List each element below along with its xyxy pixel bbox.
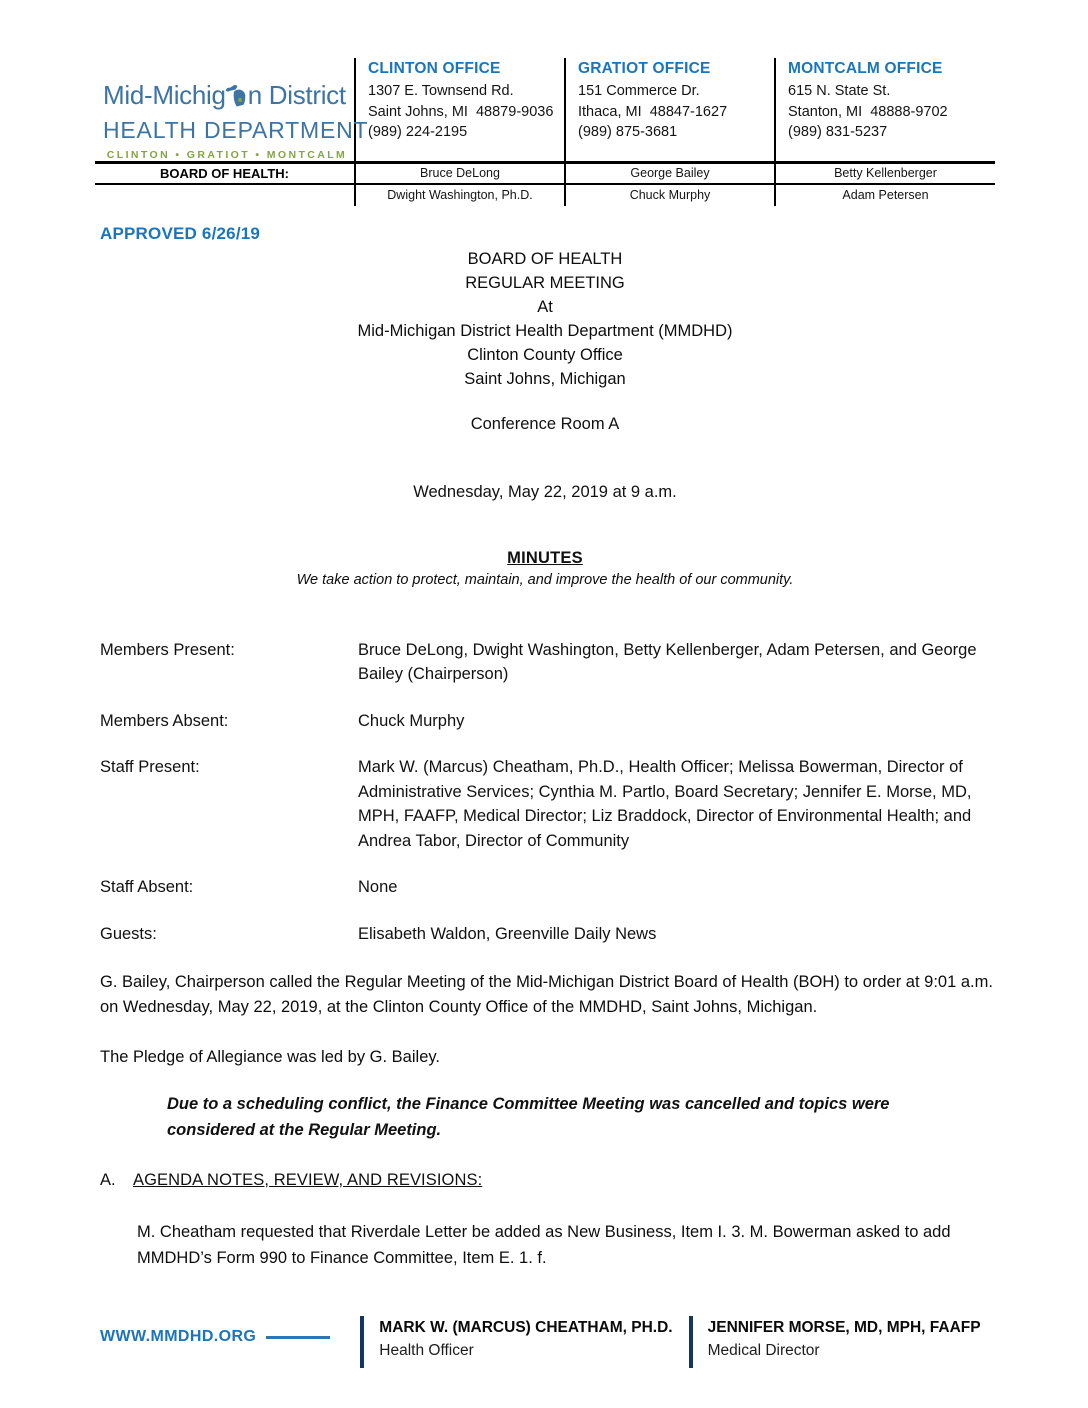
logo-department: HEALTH DEPARTMENT: [103, 117, 369, 143]
officer-medical-director: [689, 1316, 981, 1368]
officer-title: Medical Director: [707, 1342, 820, 1359]
website-url: WWW.MMDHD.ORG: [100, 1328, 257, 1345]
logo-name-line: [103, 80, 354, 117]
attendance-label: Guests:: [100, 924, 157, 943]
office-name: GRATIOT OFFICE: [578, 60, 711, 77]
board-member: Bruce DeLong: [355, 163, 565, 184]
attendance-value: Chuck Murphy: [358, 711, 465, 730]
officer-title: Health Officer: [379, 1342, 474, 1359]
attendance-row-guests: [100, 922, 995, 947]
meeting-datetime-line: Wednesday, May 22, 2019 at 9 a.m.: [413, 482, 677, 501]
website-rule: [266, 1336, 330, 1339]
attendance-row-staff-present: [100, 755, 995, 853]
section-letter: A.: [100, 1170, 116, 1189]
minutes-heading: MINUTES: [507, 548, 583, 567]
title-line: Mid-Michigan District Health Department (MMDHD): [357, 321, 733, 340]
attendance-row-staff-absent: [100, 875, 995, 900]
finance-committee-note: Due to a scheduling conflict, the Finance Committee Meeting was cancelled and topics were considered at the Regular Meeting.: [167, 1094, 890, 1139]
attendance-value: Bruce DeLong, Dwight Washington, Betty Kellenberger, Adam Petersen, and George Bailey (Chairperson): [358, 640, 977, 683]
attendance-label: Members Present:: [100, 640, 235, 659]
board-member: George Bailey: [565, 163, 775, 184]
attendance-row-members-present: [100, 638, 995, 687]
board-member: Chuck Murphy: [565, 184, 775, 206]
letterhead-table: [95, 58, 995, 206]
office-address1: 615 N. State St.: [788, 83, 891, 99]
pledge-paragraph: The Pledge of Allegiance was led by G. Bailey.: [100, 1048, 440, 1066]
website-block: [100, 1328, 330, 1346]
mission-tagline: We take action to protect, maintain, and improve the health of our community.: [296, 571, 794, 588]
letterhead-info-row: [95, 58, 995, 163]
office-gratiot: [565, 58, 775, 163]
title-line: BOARD OF HEALTH: [467, 249, 623, 268]
office-address2: Saint Johns, MI 48879-9036: [368, 103, 554, 120]
board-member: Dwight Washington, Ph.D.: [355, 184, 565, 206]
call-to-order-paragraph: G. Bailey, Chairperson called the Regular Meeting of the Mid-Michigan District Board of Health (BOH) to order at 9:01 a.m. on Wednesday, May 22, 2019, at the Clinton County Office of the MMDHD, Saint Johns, Michigan.: [100, 973, 993, 1016]
office-phone: (989) 831-5237: [788, 124, 888, 140]
empty-cell: [95, 184, 355, 206]
attendance-value: None: [358, 878, 398, 896]
title-line: Saint Johns, Michigan: [464, 369, 626, 388]
title-line: REGULAR MEETING: [465, 273, 625, 292]
board-member: Betty Kellenberger: [775, 163, 995, 184]
officer-health-officer: [360, 1316, 672, 1368]
attendance-value: Mark W. (Marcus) Cheatham, Ph.D., Health Officer; Melissa Bowerman, Director of Administrative Services; Cynthia M. Partlo, Board Secretary; Jennifer E. Morse, MD, MPH, FAAFP, Medical Director; Liz Braddock, Director of Environmental Health; and Andrea Tabor, Director of Community: [358, 758, 972, 850]
logo-name-suffix: n District: [247, 80, 346, 110]
title-line: At: [537, 297, 553, 316]
office-phone: (989) 875-3681: [578, 124, 678, 140]
officer-name: JENNIFER MORSE, MD, MPH, FAAFP: [707, 1319, 981, 1336]
board-member: Adam Petersen: [775, 184, 995, 206]
page-footer: [100, 1316, 981, 1368]
office-name: MONTCALM OFFICE: [788, 60, 943, 77]
attendance-value: Elisabeth Waldon, Greenville Daily News: [358, 924, 657, 943]
office-phone: (989) 224-2195: [368, 124, 468, 140]
attendance-label: Members Absent:: [100, 711, 229, 730]
officer-name: MARK W. (MARCUS) CHEATHAM, PH.D.: [379, 1319, 673, 1336]
conference-room-line: Conference Room A: [470, 414, 620, 433]
office-clinton: [355, 58, 565, 163]
office-address1: 151 Commerce Dr.: [578, 83, 700, 99]
logo-cell: [95, 58, 369, 163]
logo-name-prefix: Mid-Michig: [103, 80, 226, 110]
section-a-paragraph: M. Cheatham requested that Riverdale Letter be added as New Business, Item I. 3. M. Bowerman asked to add MMDHD’s Form 990 to Finance Committee, Item E. 1. f.: [137, 1223, 951, 1267]
michigan-state-icon: [223, 81, 251, 117]
board-of-health-label: BOARD OF HEALTH:: [95, 163, 355, 184]
office-montcalm: [775, 58, 995, 163]
section-title: AGENDA NOTES, REVIEW, AND REVISIONS:: [133, 1170, 483, 1189]
title-line: Clinton County Office: [467, 345, 623, 364]
office-name: CLINTON OFFICE: [368, 60, 501, 77]
office-address2: Stanton, MI 48888-9702: [788, 103, 948, 120]
office-address2: Ithaca, MI 48847-1627: [578, 103, 728, 120]
attendance-label: Staff Present:: [100, 758, 200, 776]
office-address1: 1307 E. Townsend Rd.: [368, 83, 514, 99]
attendance-row-members-absent: [100, 709, 995, 734]
logo-counties: CLINTON • GRATIOT • MONTCALM: [106, 149, 348, 161]
attendance-label: Staff Absent:: [100, 878, 194, 896]
approved-stamp: APPROVED 6/26/19: [100, 223, 261, 243]
attendance-list: [100, 638, 995, 947]
board-of-health-row: [95, 163, 995, 184]
board-members-row: [95, 184, 995, 206]
title-block: [95, 247, 995, 391]
section-a-heading: [100, 1168, 995, 1193]
